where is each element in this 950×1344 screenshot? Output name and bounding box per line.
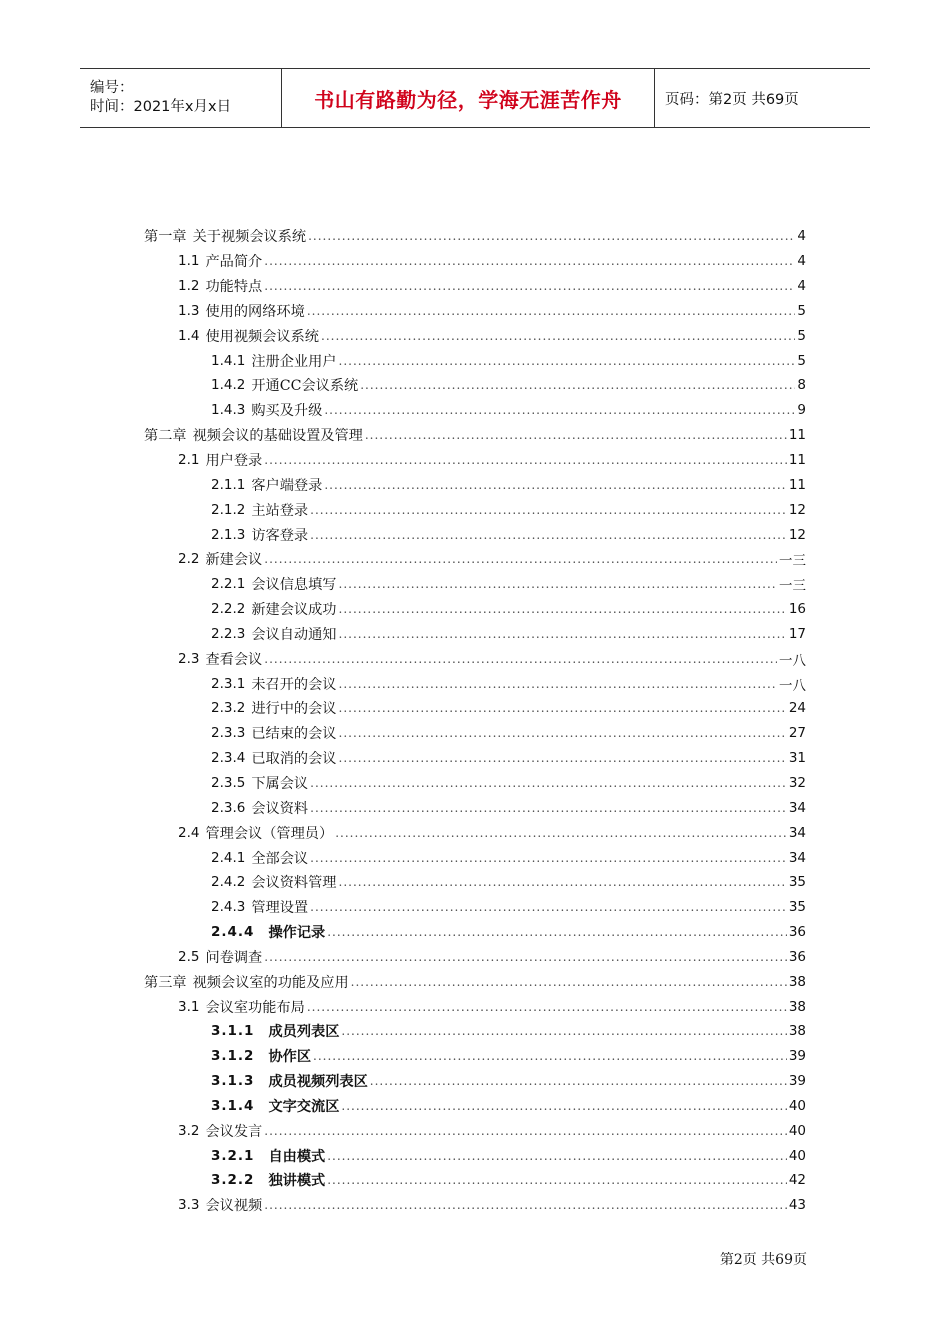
toc-dot-leader (360, 378, 795, 392)
toc-entry-title: 使用视频会议系统 (205, 328, 319, 345)
toc-entry[interactable] (144, 1118, 806, 1143)
toc-entry-page: 5 (797, 302, 806, 319)
toc-entry-number: 2.4.4 (211, 924, 255, 941)
toc-entry[interactable] (144, 398, 806, 423)
toc-entry[interactable] (144, 323, 806, 348)
toc-entry-number: 3.2 (178, 1122, 200, 1139)
toc-dot-leader (324, 403, 795, 417)
toc-entry-title: 会议资料 (251, 800, 309, 817)
toc-entry-number: 1.2 (178, 278, 200, 295)
toc-dot-leader (339, 875, 787, 889)
toc-entry-number: 3.2.2 (211, 1172, 255, 1189)
toc-entry-title: 独讲模式 (268, 1173, 326, 1190)
toc-entry-page: 35 (788, 874, 806, 891)
table-of-contents (144, 224, 806, 1218)
toc-entry-page: 38 (788, 998, 806, 1015)
toc-entry[interactable] (144, 795, 806, 820)
toc-entry-number: 3.2.1 (211, 1147, 255, 1164)
toc-entry-page: 4 (797, 253, 806, 270)
header-meta (80, 69, 282, 127)
toc-entry-number: 2.2.2 (211, 601, 246, 618)
toc-entry-page: 32 (788, 774, 806, 791)
toc-entry-title: 会议发言 (205, 1123, 263, 1140)
toc-entry-title: 功能特点 (205, 279, 263, 296)
page-header (80, 68, 870, 128)
toc-dot-leader (321, 329, 795, 343)
toc-entry-title: 新建会议成功 (251, 602, 337, 619)
header-page-cell (655, 69, 870, 127)
toc-dot-leader (264, 1198, 787, 1212)
toc-entry-page: 36 (788, 924, 806, 941)
toc-entry[interactable] (144, 274, 806, 299)
toc-dot-leader (341, 1099, 786, 1113)
toc-entry-page: 38 (788, 973, 806, 990)
toc-dot-leader (264, 552, 777, 566)
header-motto-cell (282, 69, 655, 127)
toc-dot-leader (264, 950, 787, 964)
toc-entry-number: 2.2.1 (211, 576, 246, 593)
toc-dot-leader (341, 1024, 786, 1038)
toc-entry-number: 2.3.6 (211, 799, 246, 816)
toc-entry[interactable] (144, 1069, 806, 1094)
toc-entry-title: 新建会议 (205, 552, 263, 569)
toc-entry-title: 产品简介 (205, 254, 263, 271)
toc-dot-leader (351, 975, 787, 989)
toc-entry-page: 39 (788, 1073, 806, 1090)
toc-entry-number: 2.5 (178, 948, 200, 965)
toc-dot-leader (339, 577, 778, 591)
toc-dot-leader (339, 701, 787, 715)
toc-dot-leader (324, 478, 787, 492)
toc-entry-number: 2.4.3 (211, 899, 246, 916)
toc-entry-title: 视频会议的基础设置及管理 (192, 428, 363, 445)
toc-entry-title: 进行中的会议 (251, 701, 337, 718)
toc-dot-leader (365, 428, 787, 442)
toc-entry-page: 24 (788, 700, 806, 717)
toc-dot-leader (339, 354, 796, 368)
toc-entry-page: 31 (788, 750, 806, 767)
toc-entry[interactable] (144, 1094, 806, 1119)
toc-entry-title: 会议室功能布局 (205, 999, 305, 1016)
toc-entry-number: 1.4.2 (211, 377, 246, 394)
toc-entry[interactable] (144, 249, 806, 274)
toc-entry-title: 用户登录 (205, 453, 263, 470)
toc-entry-page: 11 (788, 452, 806, 469)
toc-entry-number: 2.3.3 (211, 725, 246, 742)
toc-entry-page: 12 (788, 501, 806, 518)
toc-dot-leader (313, 1049, 787, 1063)
toc-entry-number: 2.4.2 (211, 874, 246, 891)
toc-entry-title: 会议信息填写 (251, 577, 337, 594)
toc-dot-leader (339, 751, 787, 765)
toc-entry-number: 2.4 (178, 824, 200, 841)
toc-entry-page: 43 (788, 1197, 806, 1214)
toc-entry-title: 操作记录 (268, 925, 326, 942)
toc-entry-title: 未召开的会议 (251, 676, 337, 693)
toc-entry-title: 开通CC会议系统 (251, 378, 359, 395)
toc-entry-title: 管理会议（管理员） (205, 825, 334, 842)
toc-entry-number: 2.1.2 (211, 501, 246, 518)
toc-entry-number: 1.4.3 (211, 402, 246, 419)
toc-entry-page: 38 (788, 1023, 806, 1040)
toc-dot-leader (339, 726, 787, 740)
toc-entry-number: 2.1.1 (211, 476, 246, 493)
toc-entry-page: 4 (797, 228, 806, 245)
toc-entry-number: 2.3.2 (211, 700, 246, 717)
toc-entry[interactable] (144, 870, 806, 895)
header-page-label: 页码：第2页 共69页 (665, 91, 799, 108)
serial-label: 编号： (90, 80, 134, 96)
toc-entry-title: 视频会议室的功能及应用 (192, 974, 349, 991)
toc-entry-number: 3.1 (178, 998, 200, 1015)
toc-entry-number: 1.3 (178, 302, 200, 319)
toc-entry[interactable] (144, 348, 806, 373)
toc-entry-number: 3.3 (178, 1197, 200, 1214)
toc-entry-page: 36 (788, 948, 806, 965)
toc-dot-leader (310, 900, 787, 914)
toc-entry-page: 一八 (779, 652, 806, 669)
toc-entry[interactable] (144, 423, 806, 448)
toc-entry-page: 5 (797, 327, 806, 344)
toc-dot-leader (310, 801, 787, 815)
toc-dot-leader (307, 304, 796, 318)
toc-dot-leader (264, 254, 795, 268)
toc-entry-title: 成员列表区 (268, 1024, 340, 1041)
toc-entry-title: 问卷调查 (205, 949, 263, 966)
toc-entry[interactable] (144, 1143, 806, 1168)
toc-entry-number: 2.2 (178, 551, 200, 568)
toc-entry[interactable] (144, 969, 806, 994)
toc-entry-page: 34 (788, 799, 806, 816)
toc-entry-title: 已结束的会议 (251, 726, 337, 743)
toc-entry[interactable] (144, 895, 806, 920)
toc-dot-leader (308, 229, 795, 243)
toc-entry-page: 8 (797, 377, 806, 394)
toc-entry-page: 4 (797, 278, 806, 295)
toc-entry[interactable] (144, 1044, 806, 1069)
toc-entry[interactable] (144, 547, 806, 572)
toc-entry-page: 34 (788, 824, 806, 841)
toc-dot-leader (335, 826, 787, 840)
toc-entry-number: 2.3.4 (211, 750, 246, 767)
toc-entry-number: 2.4.1 (211, 849, 246, 866)
toc-entry-number: 3.1.3 (211, 1073, 255, 1090)
toc-dot-leader (339, 602, 787, 616)
toc-entry-page: 12 (788, 526, 806, 543)
toc-entry[interactable] (144, 224, 806, 249)
toc-entry-page: 27 (788, 725, 806, 742)
toc-entry-page: 34 (788, 849, 806, 866)
toc-entry-title: 管理设置 (251, 900, 309, 917)
toc-dot-leader (264, 453, 787, 467)
toc-entry-page: 40 (788, 1122, 806, 1139)
toc-entry[interactable] (144, 1168, 806, 1193)
toc-entry-number: 2.1.3 (211, 526, 246, 543)
toc-entry-page: 5 (797, 352, 806, 369)
toc-entry-title: 下属会议 (251, 775, 309, 792)
toc-entry[interactable] (144, 671, 806, 696)
toc-entry[interactable] (144, 1019, 806, 1044)
toc-entry-number: 3.1.4 (211, 1097, 255, 1114)
toc-entry-title: 客户端登录 (251, 477, 323, 494)
toc-dot-leader (339, 677, 778, 691)
toc-dot-leader (339, 627, 787, 641)
toc-entry[interactable] (144, 920, 806, 945)
toc-dot-leader (310, 503, 787, 517)
toc-entry-number: 3.1.2 (211, 1048, 255, 1065)
toc-entry[interactable] (144, 771, 806, 796)
toc-entry-page: 40 (788, 1097, 806, 1114)
toc-entry-page: 39 (788, 1048, 806, 1065)
toc-entry-number: 第二章 (144, 428, 187, 445)
toc-dot-leader (310, 528, 787, 542)
toc-entry-title: 已取消的会议 (251, 751, 337, 768)
toc-entry-title: 注册企业用户 (251, 353, 337, 370)
toc-dot-leader (264, 279, 795, 293)
toc-entry[interactable] (144, 497, 806, 522)
toc-dot-leader (327, 1149, 787, 1163)
toc-entry-title: 访客登录 (251, 527, 309, 544)
toc-entry-number: 2.3 (178, 650, 200, 667)
toc-entry-number: 1.4 (178, 327, 200, 344)
toc-entry-title: 会议视频 (205, 1198, 263, 1215)
toc-entry[interactable] (144, 572, 806, 597)
toc-entry-number: 2.1 (178, 452, 200, 469)
toc-entry-title: 会议自动通知 (251, 626, 337, 643)
toc-entry-page: 42 (788, 1172, 806, 1189)
toc-entry-number: 1.1 (178, 253, 200, 270)
toc-entry[interactable] (144, 373, 806, 398)
toc-entry-number: 2.3.1 (211, 675, 246, 692)
toc-entry-page: 35 (788, 899, 806, 916)
time-label: 时间：2021年x月x日 (90, 99, 232, 115)
toc-entry[interactable] (144, 994, 806, 1019)
toc-entry-number: 第一章 (144, 229, 187, 246)
toc-dot-leader (264, 652, 777, 666)
toc-entry-number: 1.4.1 (211, 352, 246, 369)
toc-entry[interactable] (144, 1193, 806, 1218)
toc-entry[interactable] (144, 646, 806, 671)
toc-entry-page: 9 (797, 402, 806, 419)
toc-entry-title: 自由模式 (268, 1148, 326, 1165)
toc-entry[interactable] (144, 944, 806, 969)
toc-entry-title: 查看会议 (205, 651, 263, 668)
toc-entry-page: 40 (788, 1147, 806, 1164)
toc-entry-number: 2.2.3 (211, 625, 246, 642)
toc-entry-title: 购买及升级 (251, 403, 323, 420)
toc-entry[interactable] (144, 299, 806, 324)
toc-entry-title: 文字交流区 (268, 1098, 340, 1115)
toc-entry-title: 会议资料管理 (251, 875, 337, 892)
toc-dot-leader (307, 1000, 787, 1014)
toc-entry[interactable] (144, 622, 806, 647)
toc-entry-page: 一三 (779, 553, 806, 570)
toc-entry[interactable] (144, 448, 806, 473)
toc-entry-page: 一八 (779, 677, 806, 694)
page-footer: 第2页 共69页 (719, 1252, 807, 1268)
toc-entry-title: 关于视频会议系统 (192, 229, 307, 246)
toc-dot-leader (370, 1074, 787, 1088)
toc-entry-page: 11 (788, 476, 806, 493)
toc-entry[interactable] (144, 746, 806, 771)
toc-entry[interactable] (144, 522, 806, 547)
header-motto: 书山有路勤为径，学海无涯苦作舟 (314, 87, 622, 112)
toc-entry-page: 11 (788, 427, 806, 444)
toc-entry[interactable] (144, 597, 806, 622)
toc-entry-number: 2.3.5 (211, 774, 246, 791)
toc-entry-page: 17 (788, 625, 806, 642)
toc-dot-leader (264, 1124, 787, 1138)
toc-entry-title: 成员视频列表区 (268, 1074, 368, 1091)
toc-entry-title: 主站登录 (251, 502, 309, 519)
toc-entry-page: 一三 (779, 578, 806, 595)
toc-entry-number: 3.1.1 (211, 1023, 255, 1040)
toc-dot-leader (327, 1173, 787, 1187)
toc-entry-number: 第三章 (144, 974, 187, 991)
toc-entry[interactable] (144, 820, 806, 845)
toc-entry-title: 协作区 (268, 1049, 312, 1066)
toc-entry-title: 使用的网络环境 (205, 303, 305, 320)
toc-entry-title: 全部会议 (251, 850, 309, 867)
toc-entry[interactable] (144, 696, 806, 721)
toc-entry-page: 16 (788, 601, 806, 618)
toc-entry[interactable] (144, 472, 806, 497)
toc-entry[interactable] (144, 845, 806, 870)
toc-entry[interactable] (144, 721, 806, 746)
toc-dot-leader (310, 851, 787, 865)
toc-dot-leader (327, 925, 787, 939)
toc-dot-leader (310, 776, 787, 790)
